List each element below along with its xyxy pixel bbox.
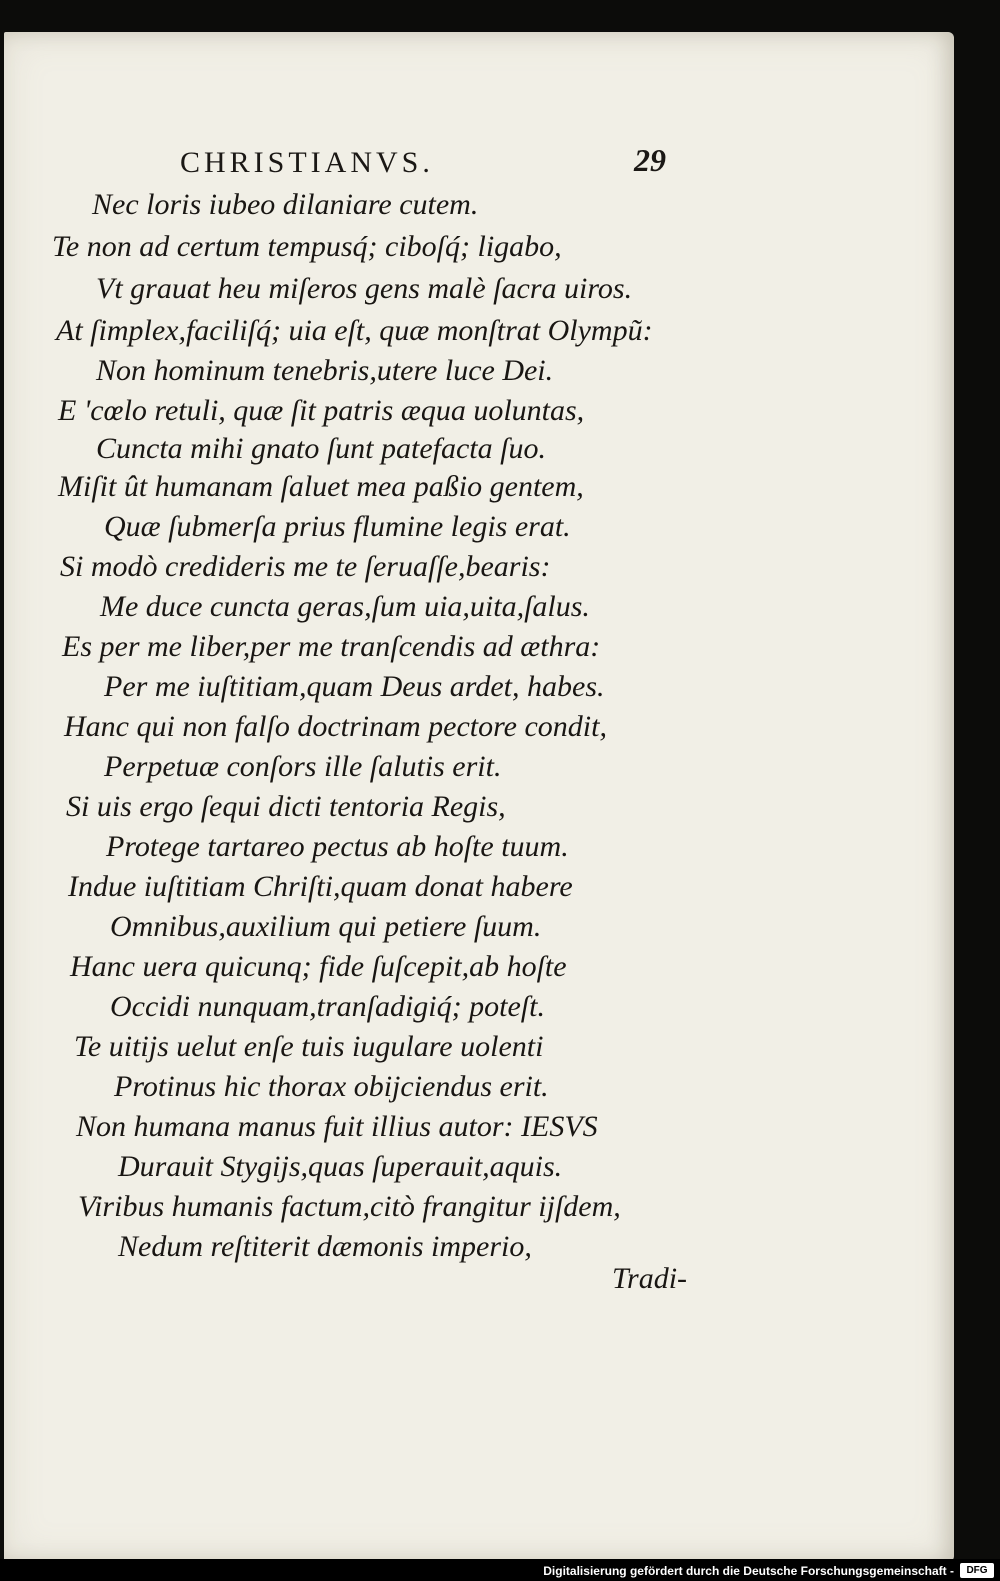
verse-line: Te non ad certum tempusq́; ciboſq́; ligabo, (52, 230, 562, 263)
verse-line: Occidi nunquam,tranſadigiq́; poteſt. (110, 990, 545, 1023)
verse-line: E 'cœlo retuli, quæ ſit patris æqua uoluntas, (58, 394, 585, 427)
verse-line: Te uitijs uelut enſe tuis iugulare uolenti (74, 1030, 544, 1063)
verse-line: Vt grauat heu miſeros gens malè ſacra uiros. (96, 272, 633, 305)
verse-line: Per me iuſtitiam,quam Deus ardet, habes. (104, 670, 605, 703)
verse-line: Protinus hic thorax obijciendus erit. (114, 1070, 549, 1103)
verse-line: Perpetuæ conſors ille ſalutis erit. (104, 750, 502, 783)
verse-line: Non hominum tenebris,utere luce Dei. (96, 354, 554, 387)
verse-line: Si uis ergo ſequi dicti tentoria Regis, (66, 790, 506, 823)
dfg-logo: DFG (960, 1563, 994, 1578)
verse-line: Indue iuſtitiam Chriſti,quam donat habere (68, 870, 573, 903)
verse-line: Nec loris iubeo dilaniare cutem. (92, 188, 479, 221)
verse-line: Me duce cuncta geras,ſum uia,uita,ſalus. (100, 590, 590, 623)
verse-line: Es per me liber,per me tranſcendis ad æthra: (62, 630, 601, 663)
page-number: 29 (634, 142, 666, 178)
verse-line: Hanc uera quicunq; fide ſuſcepit,ab hoſte (70, 950, 567, 983)
running-head: CHRISTIANVS. (180, 146, 434, 179)
verse-line: Miſit ût humanam ſaluet mea paßio gentem, (58, 470, 584, 503)
verse-line: Durauit Stygijs,quas ſuperauit,aquis. (118, 1150, 563, 1183)
footer-bar (0, 1559, 1000, 1581)
verse-line: Cuncta mihi gnato ſunt patefacta ſuo. (96, 432, 546, 465)
verse-line: Nedum reſtiterit dæmonis imperio, (118, 1230, 532, 1263)
verse-line: Protege tartareo pectus ab hoſte tuum. (106, 830, 569, 863)
verse-line: At ſimplex,faciliſq́; uia eſt, quæ monſtrat Olympũ: (56, 314, 653, 347)
verse-line: Quæ ſubmerſa prius flumine legis erat. (104, 510, 571, 543)
verse-line: Si modò credideris me te ſeruaſſe,bearis: (60, 550, 551, 583)
verse-line: Hanc qui non falſo doctrinam pectore condit, (64, 710, 607, 743)
verse-line: Viribus humanis factum,citò frangitur ijſdem, (78, 1190, 621, 1223)
funding-credit: Digitalisierung gefördert durch die Deutsche Forschungsgemeinschaft - (543, 1564, 954, 1578)
catchword: Tradi- (612, 1262, 688, 1295)
verse-line: Omnibus,auxilium qui petiere ſuum. (110, 910, 542, 943)
verse-line: Non humana manus fuit illius autor: IESVS (76, 1110, 598, 1143)
